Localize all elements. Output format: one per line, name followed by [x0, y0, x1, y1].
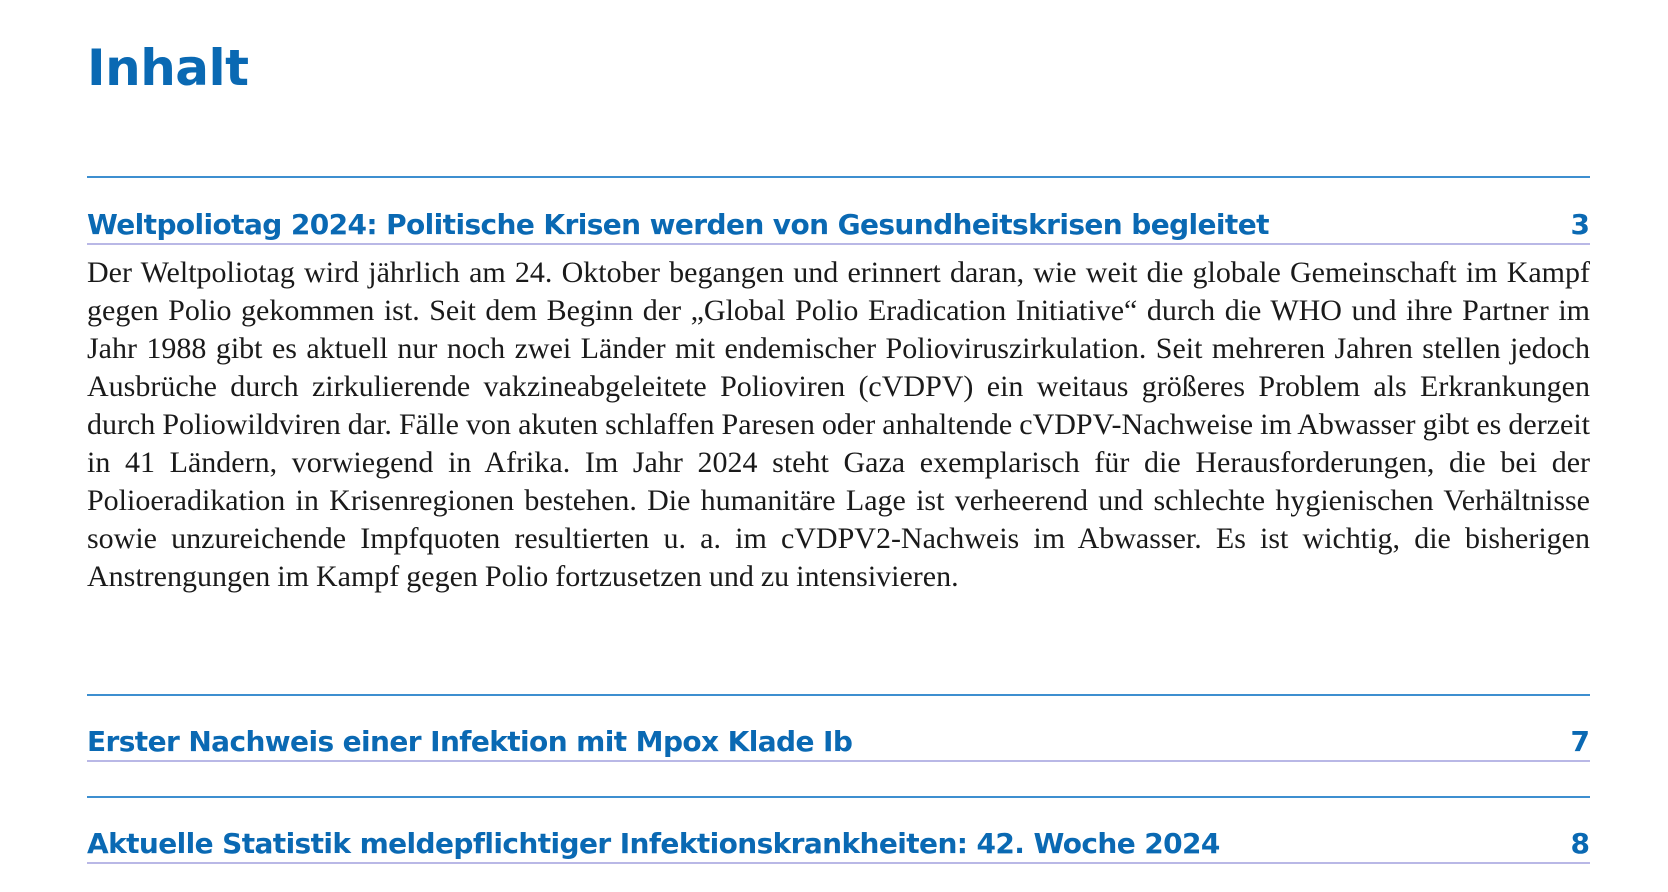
toc-entry-summary: Der Weltpoliotag wird jährlich am 24. Oktober begangen und erinnert daran, wie weit die globale Gemeinschaft im Kampf gegen Polio gekommen ist. Seit dem Beginn der „Global Polio Eradication Initiative“ durch die WHO und ihre Partner im Jahr 1988 gibt es aktuell nur noch zwei Länder mit endemischer Polioviruszirkulation. Seit mehreren Jahren stellen jedoch Ausbrüche durch zirkulierende vakzineabgeleitete Polioviren (cVDPV) ein weitaus größeres Problem als Erkrankungen durch Poliowildviren dar. Fälle von akuten schlaffen Paresen oder anhaltende cVDPV-Nachweise im Abwasser gibt es derzeit in 41 Ländern, vorwiegend in Afrika. Im Jahr 2024 steht Gaza exemplarisch für die Herausforderungen, die bei der Polioeradikation in Krisenregionen bestehen. Die humanitäre Lage ist verheerend und schlechte hygienischen Verhältnisse sowie unzureichende Impfquoten resultierten u. a. im cVDPV2-Nachweis im Abwasser. Es ist wichtig, die bisherigen Anstrengungen im Kampf gegen Polio fortzusetzen und zu intensivieren.	[87, 256, 1590, 593]
toc-divider	[87, 176, 1590, 178]
toc-entry-page-number[interactable]: 7	[1570, 725, 1590, 758]
toc-entry-page-number[interactable]: 3	[1570, 208, 1590, 241]
toc-entry-3[interactable]	[87, 824, 1590, 864]
toc-entry-title[interactable]: Weltpoliotag 2024: Politische Krisen werden von Gesundheitskrisen begleitet	[87, 208, 1269, 241]
toc-divider	[87, 694, 1590, 696]
toc-divider	[87, 796, 1590, 798]
toc-entry-title[interactable]: Aktuelle Statistik meldepflichtiger Infektionskrankheiten: 42. Woche 2024	[87, 827, 1220, 860]
toc-entry-1[interactable]	[87, 205, 1590, 245]
toc-entry-title[interactable]: Erster Nachweis einer Infektion mit Mpox Klade Ib	[87, 725, 853, 758]
page-title: Inhalt	[87, 39, 249, 97]
toc-entry-2[interactable]	[87, 722, 1590, 762]
toc-entry-page-number[interactable]: 8	[1570, 827, 1590, 860]
